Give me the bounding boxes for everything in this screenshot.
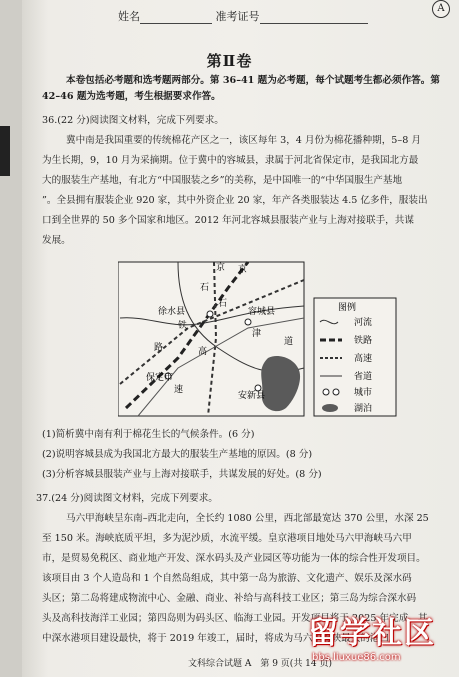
map-label-gao: 高 (198, 347, 208, 357)
page-margin (0, 0, 22, 677)
map-label-lu: 路 (154, 343, 164, 353)
city-marker (245, 319, 251, 325)
section-title: 第Ⅱ卷 (206, 52, 253, 70)
q36-paragraph-line: 冀中南是我国重要的传统棉花产区之一，该区每年 3，4 月份为棉花播种期，5–8 月 (66, 135, 421, 146)
q36-paragraph-line: 发展。 (42, 235, 71, 246)
binder-tab (0, 126, 10, 176)
map-label-xushui: 徐水县 (158, 307, 186, 317)
exam-number-label: 准考证号 (215, 10, 260, 23)
map-label-anxin: 安新县 (238, 391, 266, 401)
q37-paragraph-line: 至 150 米。海峡底质平坦，多为泥沙质，水流平缓。皇京港项目地处马六甲海峡马六甲 (42, 533, 412, 544)
q36-subquestion: (1)简析冀中南有利于棉花生长的气候条件。(6 分) (42, 429, 255, 440)
map-label-tie: 铁 (178, 321, 188, 331)
page-footer: 文科综合试题 A 第 9 页(共 14 页) (188, 659, 333, 669)
q36-paragraph-line: 为生长期，9，10 月为采摘期。位于冀中的容城县，隶属于河北省保定市，是我国北方最 (42, 155, 419, 166)
candidate-info-header (118, 8, 368, 24)
map-label-baoding: 保定市 (146, 373, 174, 383)
map-label-rongcheng: 容城县 (248, 307, 276, 317)
version-badge: A (432, 0, 450, 18)
watermark-title: 留学社区 (308, 616, 436, 651)
legend-title: 图例 (338, 303, 357, 313)
q37-paragraph-line: 市，是贸易免税区、商业地产开发、深水码头及产业园区等功能为一体的综合性开发项目。 (42, 553, 426, 564)
site-watermark (300, 600, 459, 677)
q37-paragraph-line: 该项目由 3 个人造岛和 1 个自然岛组成，其中第一岛为旅游、文化遗产、娱乐及深水码 (42, 573, 412, 584)
q37-paragraph-line: 中深水港项目建设最快，将于 2019 年竣工，届时，将成为马六甲海峡最大的港口。 (42, 633, 399, 644)
watermark-url: bbs.liuxue86.com (312, 652, 401, 663)
map-label-jing: 京 (216, 263, 226, 273)
legend-river-label: 河流 (354, 318, 373, 328)
legend-city-icon (333, 389, 339, 395)
map-label-jin: 津 (252, 329, 262, 339)
region-map (118, 258, 400, 421)
map-label-su: 速 (174, 385, 184, 395)
legend-provincial-label: 省道 (354, 372, 373, 382)
legend-lake-icon (322, 404, 338, 412)
legend-city-icon (323, 389, 329, 395)
map-label-shi: 石 (200, 283, 210, 293)
map-label-dao: 道 (284, 337, 294, 347)
legend-lake-label: 湖泊 (354, 404, 373, 414)
legend-highway-label: 高速 (354, 354, 373, 364)
map-label-jing: 京 (238, 265, 248, 275)
q37-paragraph-line: 头及高科技海洋工业园；第四岛则为码头区、临海工业园。开发项目将于 2025 年完成，其 (42, 613, 428, 624)
legend-city-label: 城市 (354, 388, 373, 398)
map-label-shi: 石 (218, 299, 228, 309)
q36-paragraph-line: ”。全县拥有服装企业 920 家，其中外资企业 20 家，年产各类服装达 4.5 亿多件，服装出 (42, 195, 428, 206)
intro-line: 42–46 题为选考题，考生根据要求作答。 (42, 91, 221, 102)
legend-railway-label: 铁路 (354, 336, 373, 346)
intro-line: 本卷包括必考题和选考题两部分。第 36–41 题为必考题，每个试题考生都必须作答。第 (66, 75, 440, 86)
q36-paragraph-line: 口到全世界的 50 多个国家和地区。2012 年河北容城县服装产业与上海对接联手，共谋 (42, 215, 414, 226)
q37-paragraph-line: 头区；第二岛将建成物流中心、金融、商业、补给与高科技工业区；第三岛为综合深水码 (42, 593, 417, 604)
question-37-head: 37.(24 分)阅读图文材料，完成下列要求。 (36, 493, 218, 504)
q37-paragraph-line: 马六甲海峡呈东南–西北走向，全长约 1080 公里，西北部最宽达 370 公里，水深 25 (66, 513, 429, 524)
name-label: 姓名 (118, 10, 140, 23)
q36-paragraph-line: 大的服装生产基地，有北方“中国服装之乡”的美称，是中国唯一的“中华国服生产基地 (42, 175, 403, 186)
question-36-head: 36.(22 分)阅读图文材料，完成下列要求。 (42, 115, 224, 126)
exam-number-line (260, 23, 368, 24)
city-marker (207, 311, 213, 317)
q36-subquestion: (3)分析容城县服装产业与上海对接联手，共谋发展的好处。(8 分) (42, 469, 322, 480)
name-line (140, 23, 212, 24)
q36-subquestion: (2)说明容城县成为我国北方最大的服装生产基地的原因。(8 分) (42, 449, 313, 460)
